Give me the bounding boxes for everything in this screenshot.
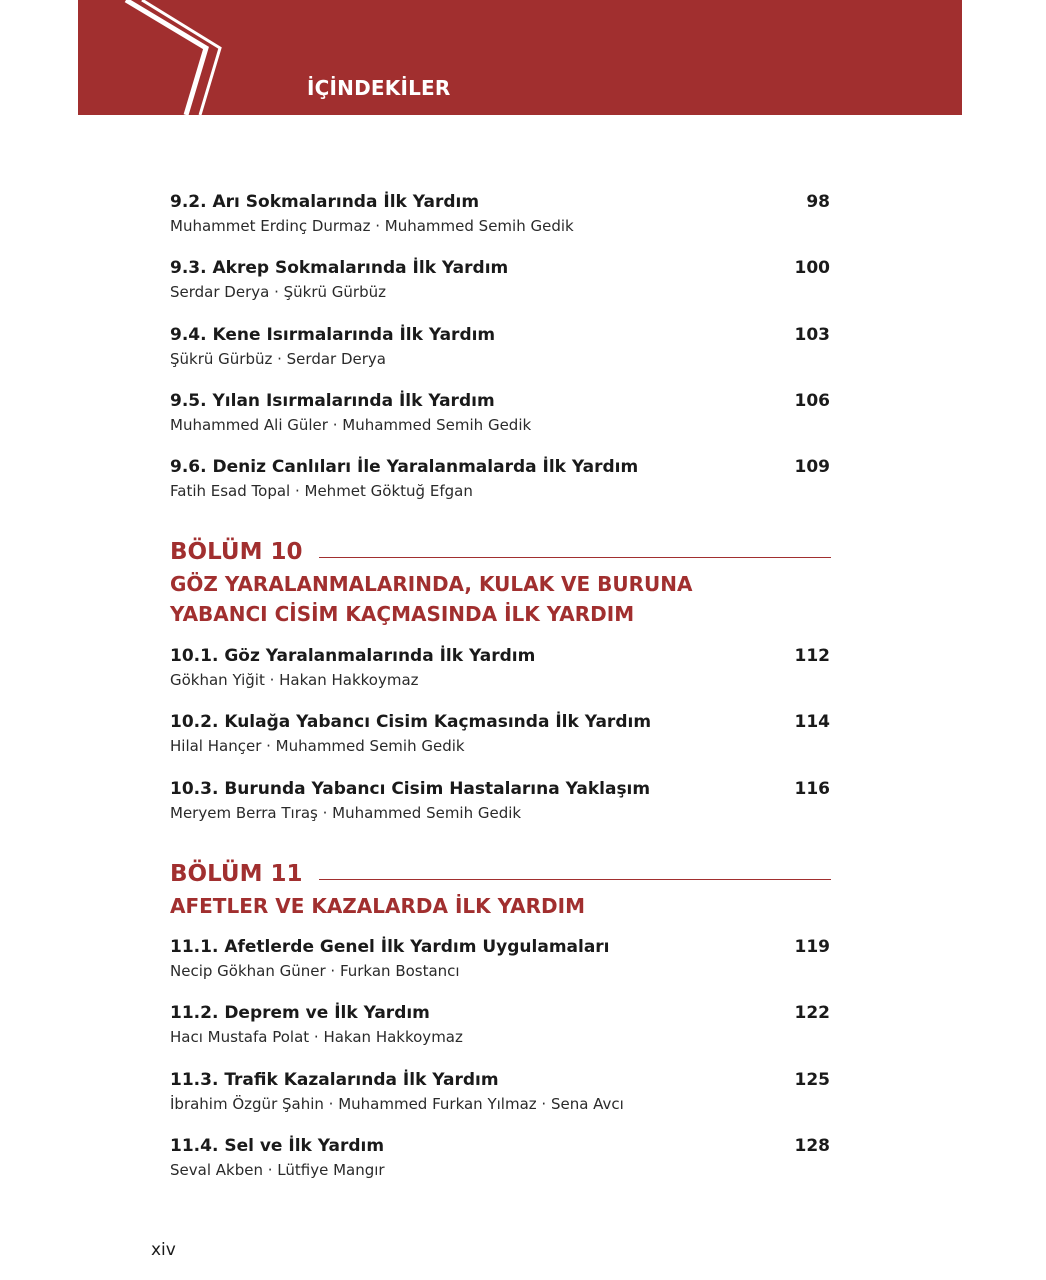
page-title: İÇİNDEKİLER: [307, 76, 451, 100]
toc-entry-authors: Gökhan Yiğit · Hakan Hakkoymaz: [170, 671, 419, 689]
chapter-label: BÖLÜM 10: [170, 539, 315, 565]
toc-entry-title: 9.4. Kene Isırmalarında İlk Yardım: [170, 325, 496, 345]
toc-entry[interactable]: [170, 1070, 830, 1113]
toc-entry-page: 122: [794, 1003, 830, 1023]
toc-entry-page: 106: [794, 391, 830, 411]
toc-entry-authors: Muhammet Erdinç Durmaz · Muhammed Semih Gedik: [170, 217, 574, 235]
header-stripe-decoration: [78, 0, 962, 115]
chapter-label: BÖLÜM 11: [170, 861, 315, 887]
chapter-subtitle: GÖZ YARALANMALARINDA, KULAK VE BURUNA: [170, 572, 693, 596]
toc-entry-page: 116: [794, 779, 830, 799]
toc-entry-title: 10.3. Burunda Yabancı Cisim Hastalarına Yaklaşım: [170, 779, 651, 799]
toc-entry-title: 11.2. Deprem ve İlk Yardım: [170, 1003, 430, 1023]
toc-entry-authors: Muhammed Ali Güler · Muhammed Semih Gedik: [170, 416, 532, 434]
toc-entry-authors: İbrahim Özgür Şahin · Muhammed Furkan Yılmaz · Sena Avcı: [170, 1095, 624, 1113]
toc-entry-title: 9.6. Deniz Canlıları İle Yaralanmalarda İlk Yardım: [170, 457, 639, 477]
toc-entry-title: 10.1. Göz Yaralanmalarında İlk Yardım: [170, 646, 536, 666]
toc-entry-authors: Hacı Mustafa Polat · Hakan Hakkoymaz: [170, 1028, 463, 1046]
toc-entry[interactable]: [170, 937, 830, 980]
toc-entry[interactable]: [170, 712, 830, 755]
toc-entry[interactable]: [170, 1003, 830, 1046]
toc-entry-title: 9.3. Akrep Sokmalarında İlk Yardım: [170, 258, 509, 278]
toc-entry[interactable]: [170, 192, 830, 235]
toc-entry-authors: Serdar Derya · Şükrü Gürbüz: [170, 283, 386, 301]
toc-entry-title: 11.1. Afetlerde Genel İlk Yardım Uygulamaları: [170, 937, 610, 957]
toc-entry-page: 103: [794, 325, 830, 345]
chapter-heading: [170, 861, 831, 921]
chapter-subtitle: YABANCI CİSİM KAÇMASINDA İLK YARDIM: [170, 602, 635, 626]
toc-entry[interactable]: [170, 391, 830, 434]
toc-entry-title: 11.4. Sel ve İlk Yardım: [170, 1136, 385, 1156]
toc-entry-title: 10.2. Kulağa Yabancı Cisim Kaçmasında İlk Yardım: [170, 712, 652, 732]
toc-entry-page: 119: [794, 937, 830, 957]
toc-entry[interactable]: [170, 646, 830, 689]
header-band: [78, 0, 962, 115]
toc-entry-title: 9.2. Arı Sokmalarında İlk Yardım: [170, 192, 480, 212]
toc-entry[interactable]: [170, 457, 830, 500]
chapter-divider: [319, 879, 831, 880]
toc-entry-page: 100: [794, 258, 830, 278]
toc-entry-authors: Necip Gökhan Güner · Furkan Bostancı: [170, 962, 460, 980]
toc-entry[interactable]: [170, 779, 830, 822]
toc-entry-title: 11.3. Trafik Kazalarında İlk Yardım: [170, 1070, 499, 1090]
toc-entry-page: 109: [794, 457, 830, 477]
toc-entry[interactable]: [170, 325, 830, 368]
toc-entry-authors: Hilal Hançer · Muhammed Semih Gedik: [170, 737, 465, 755]
toc-entry-page: 98: [806, 192, 830, 212]
toc-entry-authors: Meryem Berra Tıraş · Muhammed Semih Gedik: [170, 804, 522, 822]
toc-entry[interactable]: [170, 1136, 830, 1179]
chapter-divider: [319, 557, 831, 558]
toc-entry-page: 114: [794, 712, 830, 732]
toc-entry-page: 128: [794, 1136, 830, 1156]
toc-entry[interactable]: [170, 258, 830, 301]
chapter-heading: [170, 539, 831, 629]
toc-entry-authors: Seval Akben · Lütfiye Mangır: [170, 1161, 385, 1179]
toc-entry-authors: Fatih Esad Topal · Mehmet Göktuğ Efgan: [170, 482, 473, 500]
toc-entry-authors: Şükrü Gürbüz · Serdar Derya: [170, 350, 386, 368]
chapter-subtitle: AFETLER VE KAZALARDA İLK YARDIM: [170, 894, 585, 918]
toc-entry-page: 125: [794, 1070, 830, 1090]
page-number: xiv: [151, 1240, 176, 1260]
toc-entry-page: 112: [794, 646, 830, 666]
toc-entry-title: 9.5. Yılan Isırmalarında İlk Yardım: [170, 391, 495, 411]
